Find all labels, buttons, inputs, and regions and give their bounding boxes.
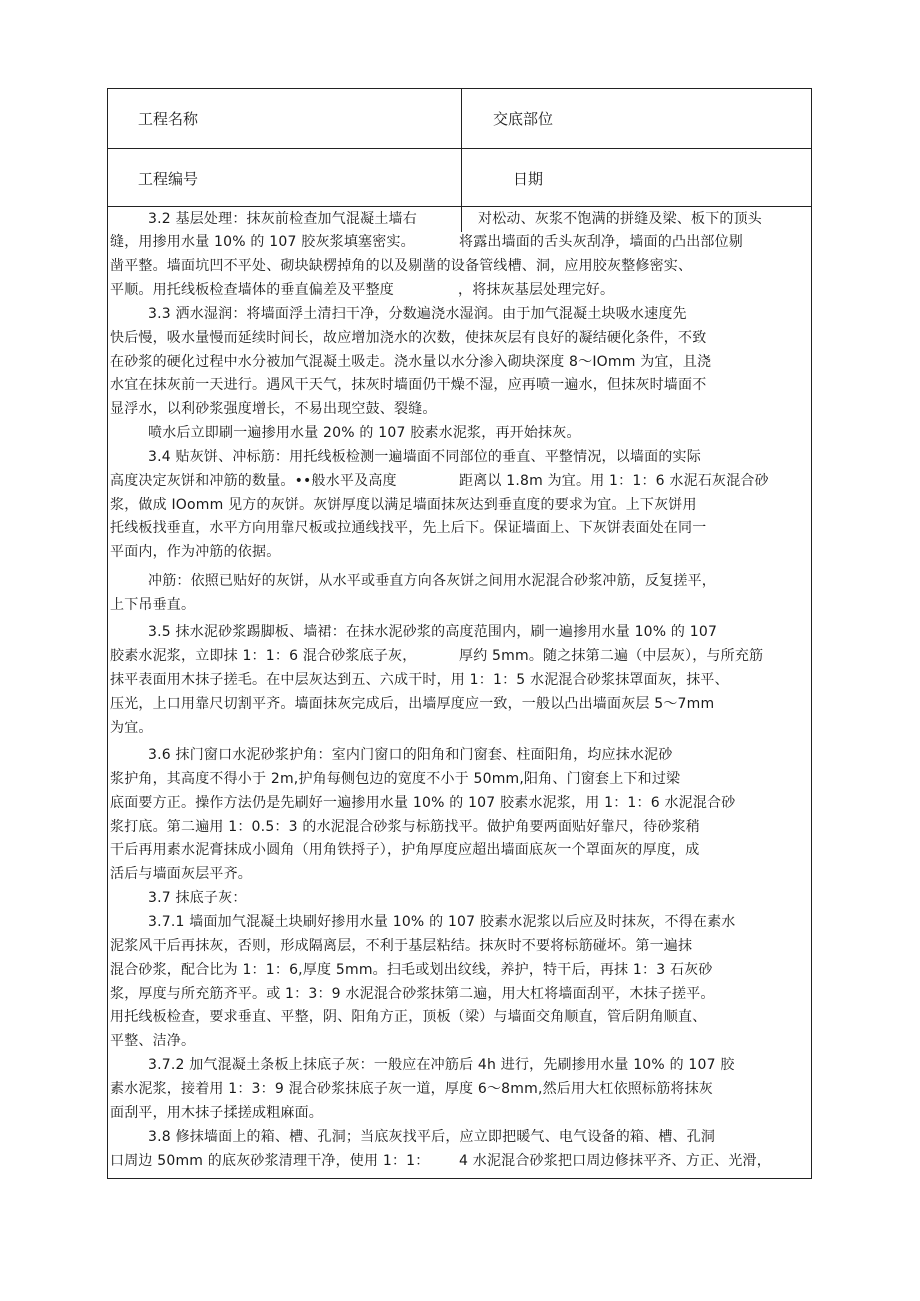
body-line: 快后慢，吸水量慢而延续时间长，故应增加浇水的次数，使抹灰层有良好的凝结硬化条件，不致	[110, 330, 707, 346]
project-no-label: 工程编号	[138, 170, 199, 188]
body-line: 浆，厚度与所充筋齐平。或 1：3：9 水泥混合砂浆抹第二遍，用大杠将墙面刮平，木抹子搓平。	[110, 986, 715, 1002]
body-line: 用托线板检查，要求垂直、平整，阴、阳角方正，顶板（梁）与墙面交角顺直，管后阴角顺直、	[110, 1009, 707, 1025]
body-line: 底面要方正。操作方法仍是先刷好一遍掺用水量 10% 的 107 胶素水泥浆，用 1：1：6 水泥混合砂	[110, 795, 736, 811]
body-line: 在砂浆的硬化过程中水分被加气混凝土吸走。浇水量以水分渗入砌块深度 8～IOmm 为宜，且浇	[110, 354, 712, 370]
body-line: 抹平表面用木抹子搓毛。在中层灰达到五、六成干时，用 1：1：5 水泥混合砂浆抹罩面灰，抹平、	[110, 672, 729, 688]
body-line: 3.4 贴灰饼、冲标筋：用托线板检测一遍墙面不同部位的垂直、平整情况，以墙面的实际	[148, 449, 701, 465]
body-line: 3.8 修抹墙面上的箱、槽、孔洞；当底灰找平后，应立即把暖气、电气设备的箱、槽、孔洞	[148, 1129, 716, 1145]
body-line: 将露出墙面的舌头灰刮净，墙面的凸出部位剔	[459, 234, 743, 250]
body-line: 胶素水泥浆，立即抹 1：1：6 混合砂浆底子灰，	[110, 648, 417, 664]
body-line: 泥浆风干后再抹灰，否则，形成隔离层，不利于基层粘结。抹灰时不要将标筋碰坏。第一遍抹	[110, 938, 693, 954]
body-line: 3.3 洒水湿润：将墙面浮土清扫干净，分数遍浇水湿润。由于加气混凝土块吸水速度先	[148, 306, 687, 322]
body-line: 厚约 5mm。随之抹第二遍（中层灰），与所充筋	[459, 648, 764, 664]
body-line: 素水泥浆，接着用 1：3：9 混合砂浆抹底子灰一道，厚度 6～8mm,然后用大杠依照标筋将抹灰	[110, 1081, 714, 1097]
body-line: 喷水后立即刷一遍掺用水量 20% 的 107 胶素水泥浆，再开始抹灰。	[148, 425, 581, 441]
body-line: 3.7.1 墙面加气混凝土块刷好掺用水量 10% 的 107 胶素水泥浆以后应及时抹灰，不得在素水	[148, 914, 736, 930]
body-line: 上下吊垂直。	[110, 597, 196, 613]
date-label: 日期	[513, 170, 544, 188]
row-divider	[108, 206, 811, 207]
body-line: ，将抹灰基层处理完好。	[458, 282, 615, 298]
body-line: 凿平整。墙面坑凹不平处、砌块缺楞掉角的以及剔凿的设备管线槽、洞，应用胶灰整修密实、	[110, 258, 693, 274]
body-line: 混合砂浆，配合比为 1：1：6,厚度 5mm。扫毛或划出纹线，养护，特干后，再抹 1：3 石灰砂	[110, 962, 713, 978]
body-line: 面刮平，用木抹子揉搓成粗麻面。	[110, 1105, 323, 1121]
body-line: 3.5 抹水泥砂浆踢脚板、墙裙：在抹水泥砂浆的高度范围内，刷一遍掺用水量 10% 的 107	[148, 624, 718, 640]
body-line: 显浮水，以利砂浆强度增长，不易出现空鼓、裂缝。	[110, 401, 437, 417]
row-divider	[108, 148, 811, 149]
body-line: 浆，做成 IOomm 见方的灰饼。灰饼厚度以满足墙面抹灰达到垂直度的要求为宜。上下灰饼用	[110, 497, 697, 513]
column-divider-stub	[461, 206, 462, 232]
body-line: 对松动、灰浆不饱满的拼缝及梁、板下的顶头	[478, 211, 762, 227]
body-line: 平顺。用托线板检查墙体的垂直偏差及平整度	[110, 282, 394, 298]
body-line: 冲筋：依照已贴好的灰饼，从水平或垂直方向各灰饼之间用水泥混合砂浆冲筋，反复搓平，	[148, 573, 716, 589]
body-line: 3.7.2 加气混凝土条板上抹底子灰：一般应在冲筋后 4h 进行，先刷掺用水量 10% 的 107 胶	[148, 1057, 735, 1073]
body-line: 3.7 抹底子灰：	[148, 890, 247, 906]
body-line: 缝，用掺用水量 10% 的 107 胶灰浆填塞密实。	[110, 234, 415, 250]
body-line: 口周边 50mm 的底灰砂浆清理干净，使用 1：1：	[110, 1153, 430, 1169]
body-line: 托线板找垂直，水平方向用靠尺板或拉通线找平，先上后下。保证墙面上、下灰饼表面处在同一	[110, 520, 707, 536]
body-line: 浆护角，其高度不得小于 2m,护角每侧包边的宽度不小于 50mm,阳角、门窗套上下和过梁	[110, 771, 681, 787]
body-line: 3.6 抹门窗口水泥砂浆护角：室内门窗口的阳角和门窗套、柱面阳角，均应抹水泥砂	[148, 747, 673, 763]
body-line: 压光，上口用靠尺切割平齐。墙面抹灰完成后，出墙厚度应一致，一般以凸出墙面灰层 5～7mm	[110, 696, 715, 712]
body-line: 浆打底。第二遍用 1：0.5：3 的水泥混合砂浆与标筋找平。做护角要两面贴好靠尺，待砂浆稍	[110, 819, 700, 835]
handover-part-label: 交底部位	[493, 110, 554, 128]
body-line: 距离以 1.8m 为宜。用 1：1：6 水泥石灰混合砂	[459, 473, 769, 489]
body-line: 4 水泥混合砂浆把口周边修抹平齐、方正、光滑，	[459, 1153, 771, 1169]
body-line: 3.2 基层处理：抹灰前检查加气混凝土墙右	[148, 211, 417, 227]
body-line: 高度决定灰饼和冲筋的数量。••般水平及高度	[110, 473, 397, 489]
project-name-label: 工程名称	[138, 110, 199, 128]
body-line: 活后与墙面灰层平齐。	[110, 866, 252, 882]
body-line: 平整、洁净。	[110, 1033, 196, 1049]
body-line: 为宜。	[110, 720, 153, 736]
column-divider	[461, 89, 462, 206]
body-line: 平面内，作为冲筋的依据。	[110, 544, 281, 560]
body-line: 干后再用素水泥膏抹成小圆角（用角铁捋子），护角厚度应超出墙面底灰一个罩面灰的厚度，成	[110, 842, 700, 858]
body-line: 水宜在抹灰前一天进行。遇风干天气，抹灰时墙面仍干燥不湿，应再喷一遍水，但抹灰时墙面不	[110, 377, 707, 393]
